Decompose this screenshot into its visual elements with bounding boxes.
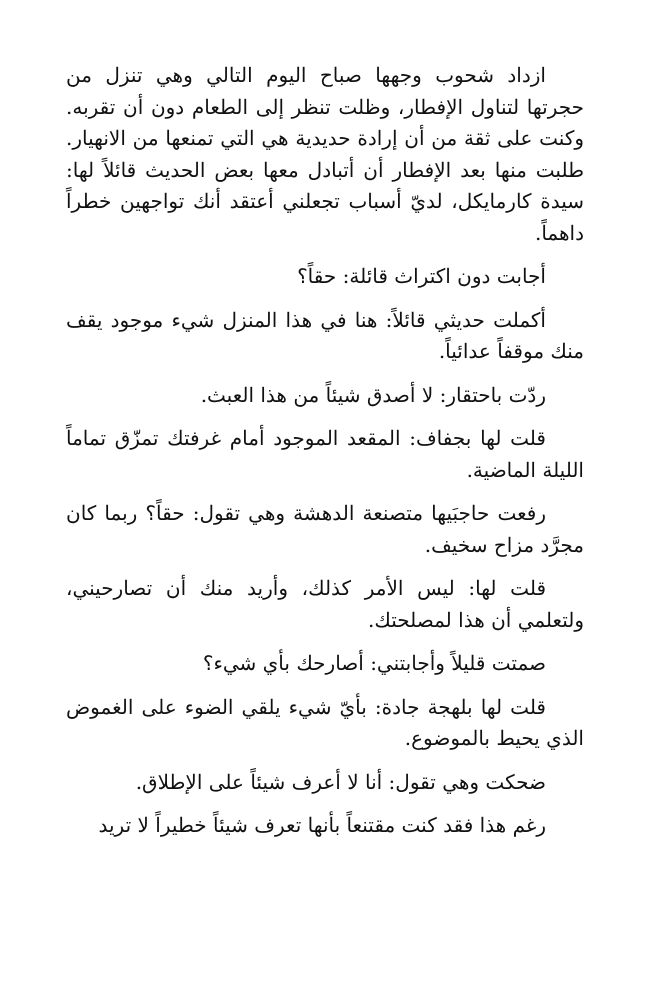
paragraph-dialogue: قلت لها بجفاف: المقعد الموجود أمام غرفتك تمزّق تماماً الليلة الماضية. bbox=[66, 426, 584, 482]
paragraph-dialogue: أكملت حديثي قائلاً: هنا في هذا المنزل شيء موجود يقف منك موقفاً عدائياً. bbox=[66, 307, 584, 363]
paragraph-dialogue: صمتت قليلاً وأجابتني: أصارحك بأي شيء؟ bbox=[202, 651, 546, 675]
paragraph-dialogue: أجابت دون اكتراث قائلة: حقاً؟ bbox=[297, 264, 546, 288]
paragraph-dialogue: قلت لها: ليس الأمر كذلك، وأريد منك أن تصارحيني، ولتعلمي أن هذا لمصلحتك. bbox=[66, 576, 584, 632]
document-page bbox=[66, 60, 584, 842]
paragraph-dialogue: رفعت حاجبَيها متصنعة الدهشة وهي تقول: حقاً؟ ربما كان مجرَّد مزاح سخيف. bbox=[66, 501, 584, 557]
paragraph-dialogue: ردّت باحتقار: لا أصدق شيئاً من هذا العبث. bbox=[200, 382, 546, 407]
paragraph-continued: رغم هذا فقد كنت مقتنعاً بأنها تعرف شيئاً خطيراً لا تريد bbox=[98, 813, 546, 837]
paragraph-opening: ازداد شحوب وجهها صباح اليوم التالي وهي تنزل من حجرتها لتناول الإفطار، وظلت تنظر إلى الطعام دون أن تقربه. وكنت على ثقة من أن إرادة حديدية هي التي تمنعها من الانهيار. طلبت منها بعد الإفطار أن أتبادل معها بعض الحديث قائلاً لها: سيدة كارمايكل، لديّ أسباب تجعلني أعتقد أنك تواجهين خطراً داهماً. bbox=[66, 63, 584, 245]
paragraph-dialogue: قلت لها بلهجة جادة: بأيّ شيء يلقي الضوء على الغموض الذي يحيط بالموضوع. bbox=[66, 694, 584, 750]
paragraph-dialogue: ضحكت وهي تقول: أنا لا أعرف شيئاً على الإطلاق. bbox=[135, 769, 546, 794]
